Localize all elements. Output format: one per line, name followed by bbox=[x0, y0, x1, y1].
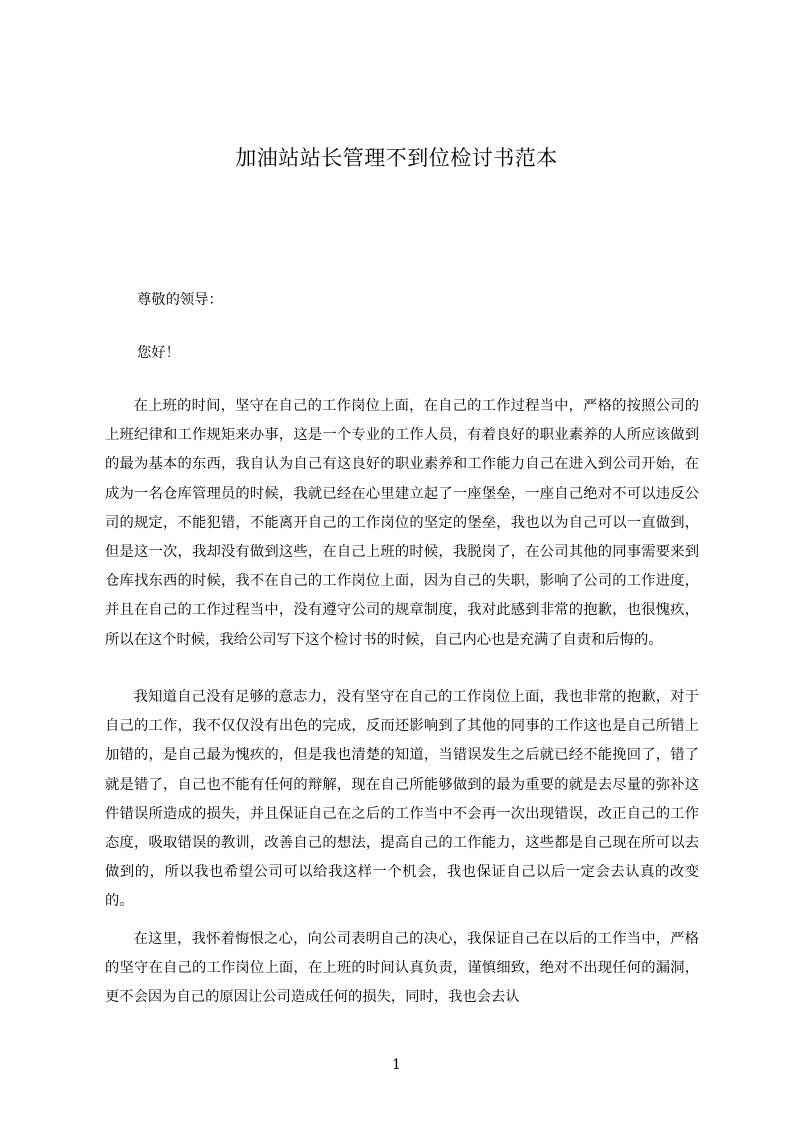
document-title: 加油站站长管理不到位检讨书范本 bbox=[235, 146, 558, 170]
body-paragraph-2: 我知道自己没有足够的意志力，没有坚守在自己的工作岗位上面，我也非常的抱歉，对于自己的工作，我不仅仅没有出色的完成，反而还影响到了其他的同事的工作这也是自己所错上加错的，是自己最为愧疚的，但是我也清楚的知道，当错误发生之后就已经不能挽回了，错了就是错了，自己也不能有任何的辩解，现在自己所能够做到的最为重要的就是去尽量的弥补这件错误所造成的损失，并且保证自己在之后的工作当中不会再一次出现错误，改正自己的工作态度，吸取错误的教训，改善自己的想法，提高自己的工作能力，这些都是自己现在所可以去做到的，所以我也希望公司可以给我这样一个机会，我也保证自己以后一定会去认真的改变的。 bbox=[105, 689, 699, 910]
greeting: 您好！ bbox=[137, 345, 180, 361]
body-paragraph-1: 在上班的时间，坚守在自己的工作岗位上面，在自己的工作过程当中，严格的按照公司的上班纪律和工作规矩来办事，这是一个专业的工作人员，有着良好的职业素养的人所应该做到的最为基本的东西，我自认为自己有这良好的职业素养和工作能力自己在进入到公司开始，在成为一名仓库管理员的时候，我就已经在心里建立起了一座堡垒，一座自己绝对不可以违反公司的规定，不能犯错，不能离开自己的工作岗位的坚定的堡垒，我也以为自己可以一直做到，但是这一次，我却没有做到这些，在自己上班的时候，我脱岗了，在公司其他的同事需要来到仓库找东西的时候，我不在自己的工作岗位上面，因为自己的失职，影响了公司的工作进度，并且在自己的工作过程当中，没有遵守公司的规章制度，我对此感到非常的抱歉，也很愧疚，所以在这个时候，我给公司写下这个检讨书的时候，自己内心也是充满了自责和后悔的。 bbox=[105, 398, 699, 648]
page-number: 1 bbox=[392, 1057, 401, 1073]
body-paragraph-3: 在这里，我怀着悔恨之心，向公司表明自己的决心，我保证自己在以后的工作当中，严格的坚守在自己的工作岗位上面，在上班的时间认真负责，谨慎细致，绝对不出现任何的漏洞，更不会因为自己的原因让公司造成任何的损失，同时，我也会去认 bbox=[105, 931, 699, 1006]
salutation: 尊敬的领导： bbox=[137, 292, 223, 308]
